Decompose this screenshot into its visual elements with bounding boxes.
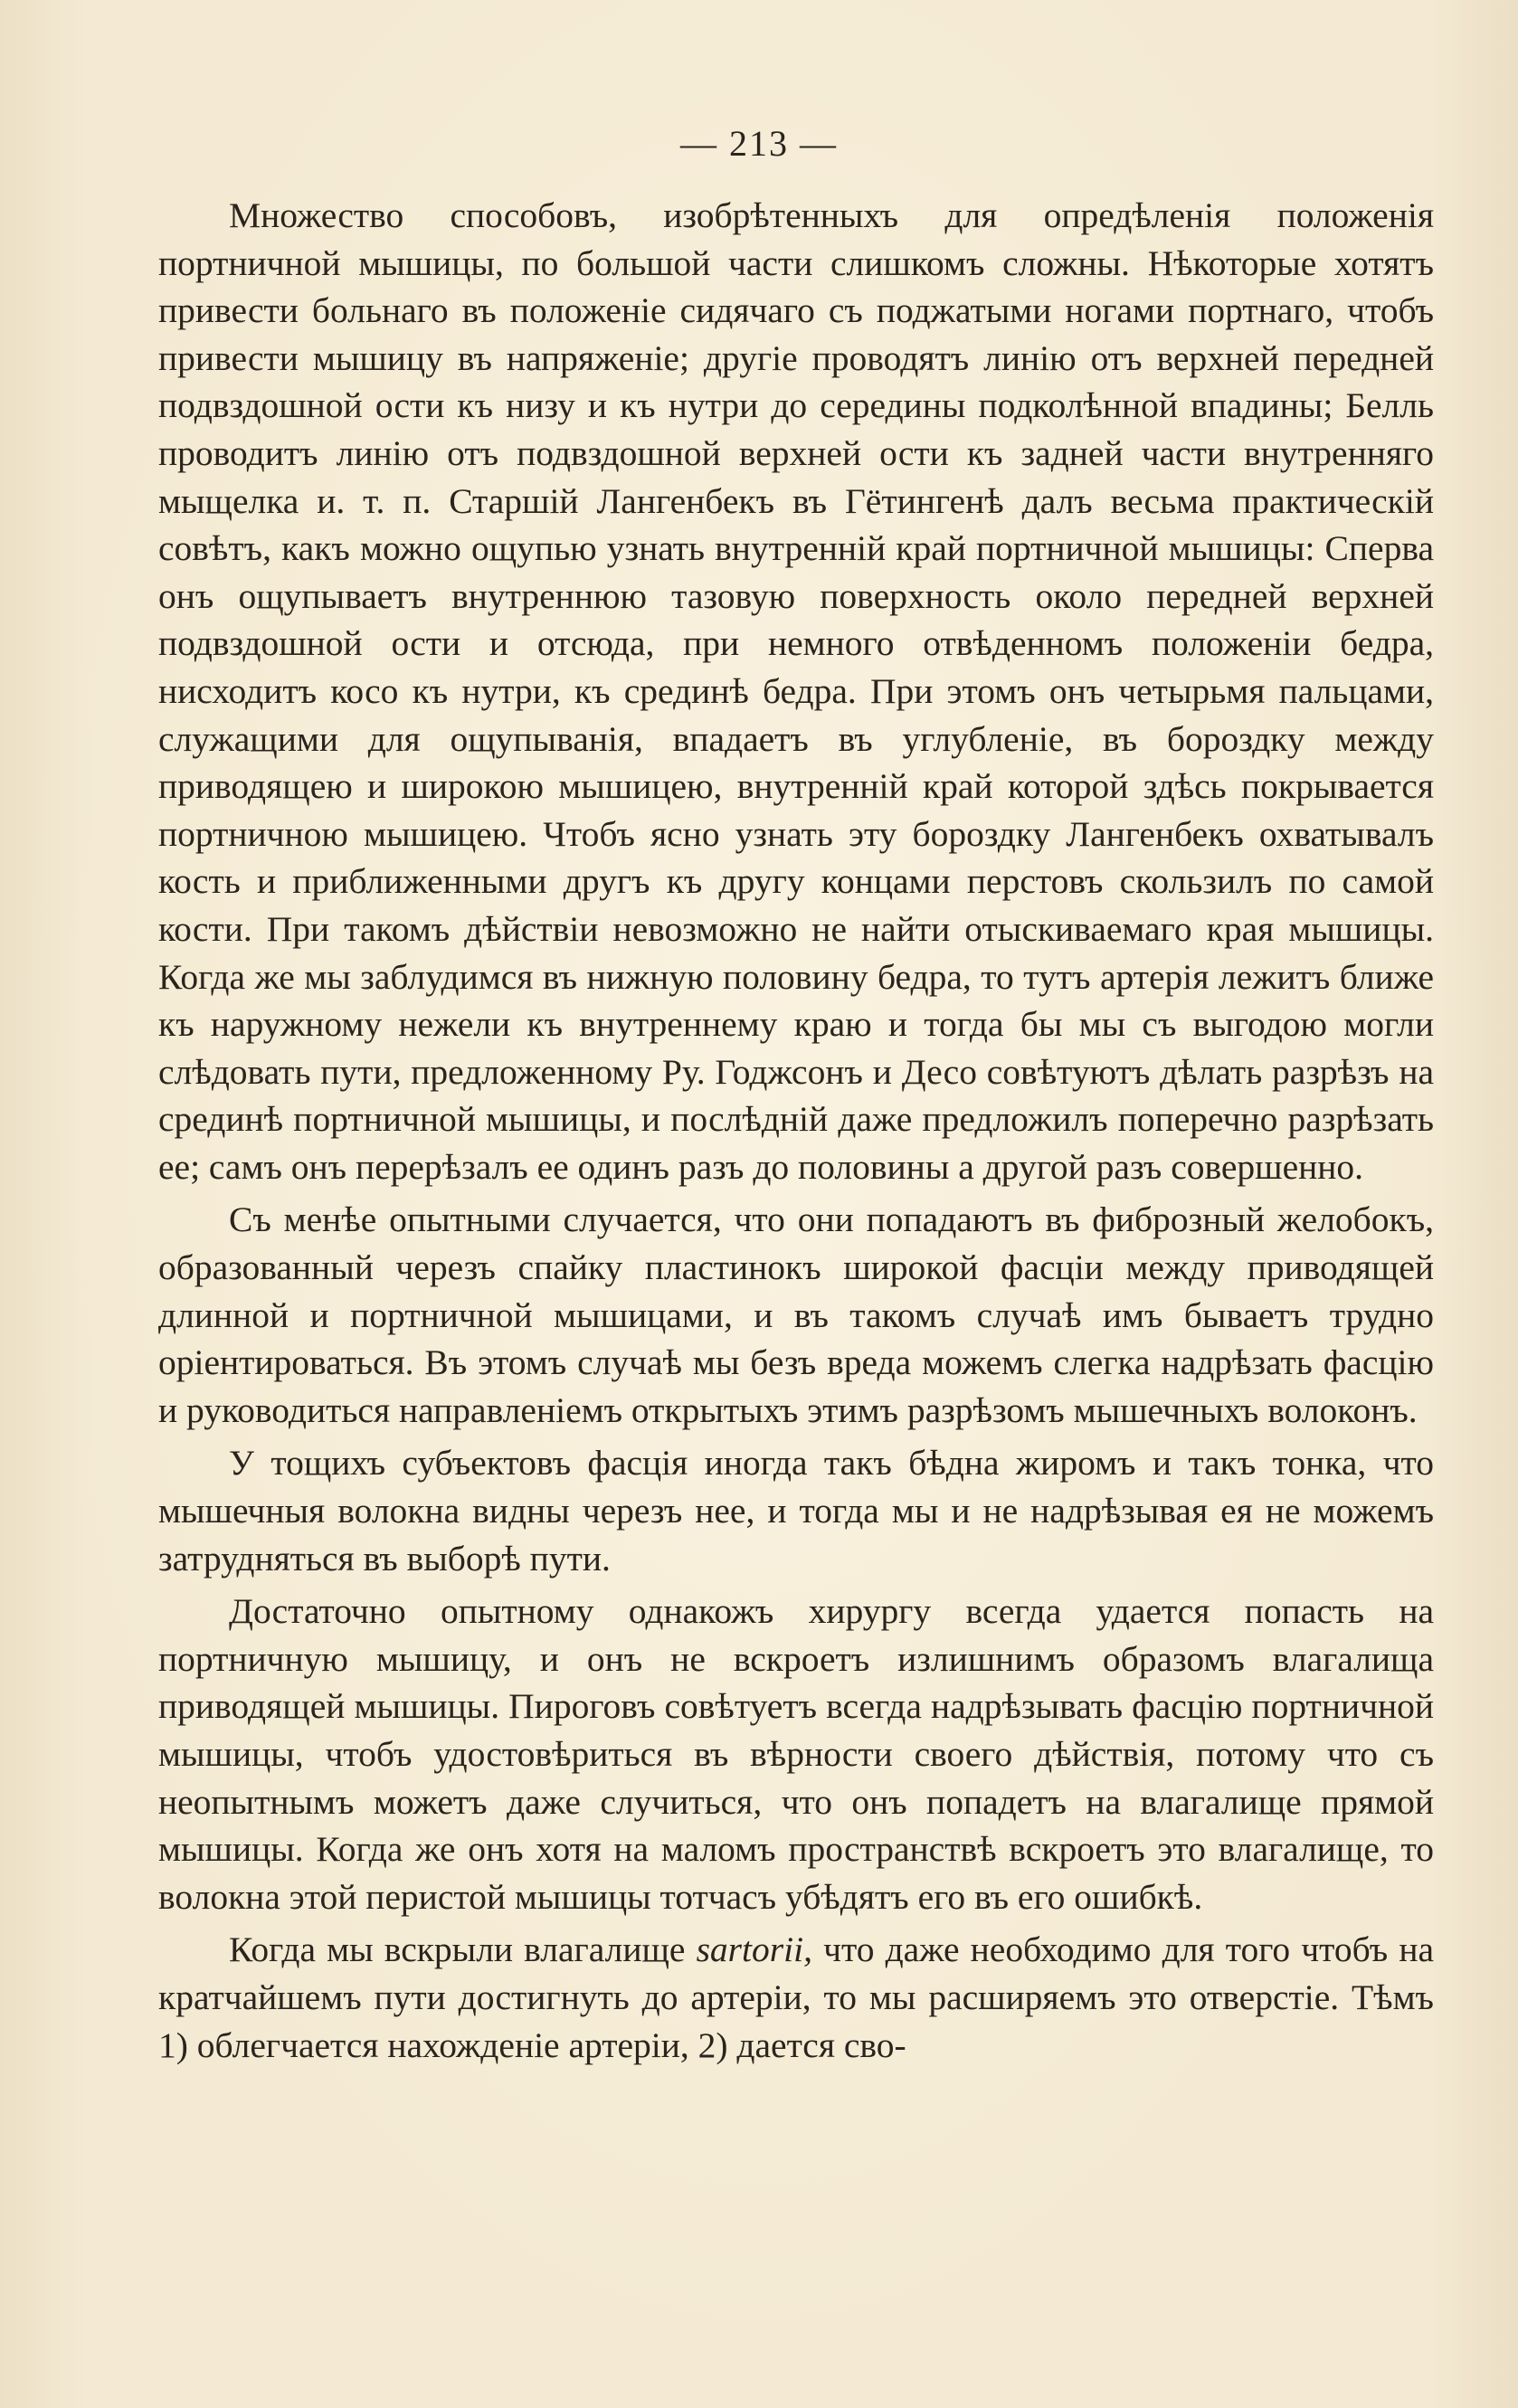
paragraph-3: У тощихъ субъектовъ фасція иногда такъ бѣдна жиромъ и такъ тонка, что мышечныя волокна видны черезъ нее, и тогда мы и не надрѣзывая ея не можемъ затрудняться въ выборѣ пути. <box>158 1443 1434 1578</box>
paragraph-1: Множество способовъ, изобрѣтенныхъ для опредѣленія положенія портничной мышицы, по большой части слишкомъ сложны. Нѣкоторые хотятъ привести больнаго въ положеніе сидячаго съ поджатыми ногами портнаго, чтобъ привести мышицу въ напряженіе; другіе проводятъ линію отъ верхней передней подвздошной ости къ низу и къ нутри до середины подколѣнной впадины; Белль проводитъ линію отъ подвздошной верхней ости къ задней части внутренняго мыщелка и. т. п. Старшій Лангенбекъ въ Гётингенѣ далъ весьма практическій совѣтъ, какъ можно ощупью узнать внутренній край портничной мышицы: Сперва онъ ощупываетъ внутреннюю тазовую поверхность около передней верхней подвздошной ости и отсюда, при немного отвѣденномъ положеніи бедра, нисходитъ косо къ нутри, къ срединѣ бедра. При этомъ онъ четырьмя пальцами, служащими для ощупыванія, впадаетъ въ углубленіе, въ бороздку между приводящею и широкою мышицею, внутренній край которой здѣсь покрывается портничною мышицею. Чтобъ ясно узнать эту бороздку Лангенбекъ охватывалъ кость и приближенными другъ къ другу концами перстовъ скользилъ по самой кости. При такомъ дѣйствіи невозможно не найти отыскиваемаго края мышицы. Когда же мы заблудимся въ нижную половину бедра, то тутъ артерія лежитъ ближе къ наружному нежели къ внутреннему краю и тогда бы мы съ выгодою могли слѣдовать пути, предложенному Ру. Годжсонъ и Десо совѣтуютъ дѣлать разрѣзъ на срединѣ портничной мышицы, и послѣдній даже предложилъ поперечно разрѣзать ее; самъ онъ перерѣзалъ ее одинъ разъ до половины а другой разъ совершенно. <box>158 195 1434 1187</box>
paragraph-4: Достаточно опытному однакожъ хирургу всегда удается попасть на портничную мышицу, и онъ не вскроетъ излишнимъ образомъ влагалища приводящей мышицы. Пироговъ совѣтуетъ всегда надрѣзывать фасцію портничной мышицы, чтобъ удостовѣриться въ вѣрности своего дѣйствія, потому что съ неопытнымъ можетъ даже случиться, что онъ попадетъ на влагалище прямой мышицы. Когда же онъ хотя на маломъ пространствѣ вскроетъ это влагалище, то волокна этой перистой мышицы тотчасъ убѣдятъ его въ его ошибкѣ. <box>158 1591 1434 1917</box>
latin-term: sartorii, <box>696 1929 812 1970</box>
paragraph-5 <box>158 1926 1434 2069</box>
body-text <box>158 192 1434 2069</box>
paragraph-5-lead: Когда мы вскрыли влагалище <box>229 1929 697 1970</box>
page-number: — 213 — <box>680 123 838 164</box>
paragraph-2: Съ менѣе опытными случается, что они попадаютъ въ фиброзный желобокъ, образованный черезъ спайку пластинокъ широкой фасціи между приводящей длинной и портничной мышицами, и въ такомъ случаѣ имъ бываетъ трудно оріентироваться. Въ этомъ случаѣ мы безъ вреда можемъ слегка надрѣзать фасцію и руководиться направленіемъ открытыхъ этимъ разрѣзомъ мышечныхъ волоконъ. <box>158 1199 1434 1430</box>
paragraph-5-rest: что даже необходимо для того чтобъ на кратчайшемъ пути достигнуть до артеріи, то мы расширяемъ это отверстіе. Тѣмъ 1) облегчается нахожденіе артеріи, 2) дается сво- <box>158 1929 1434 2065</box>
